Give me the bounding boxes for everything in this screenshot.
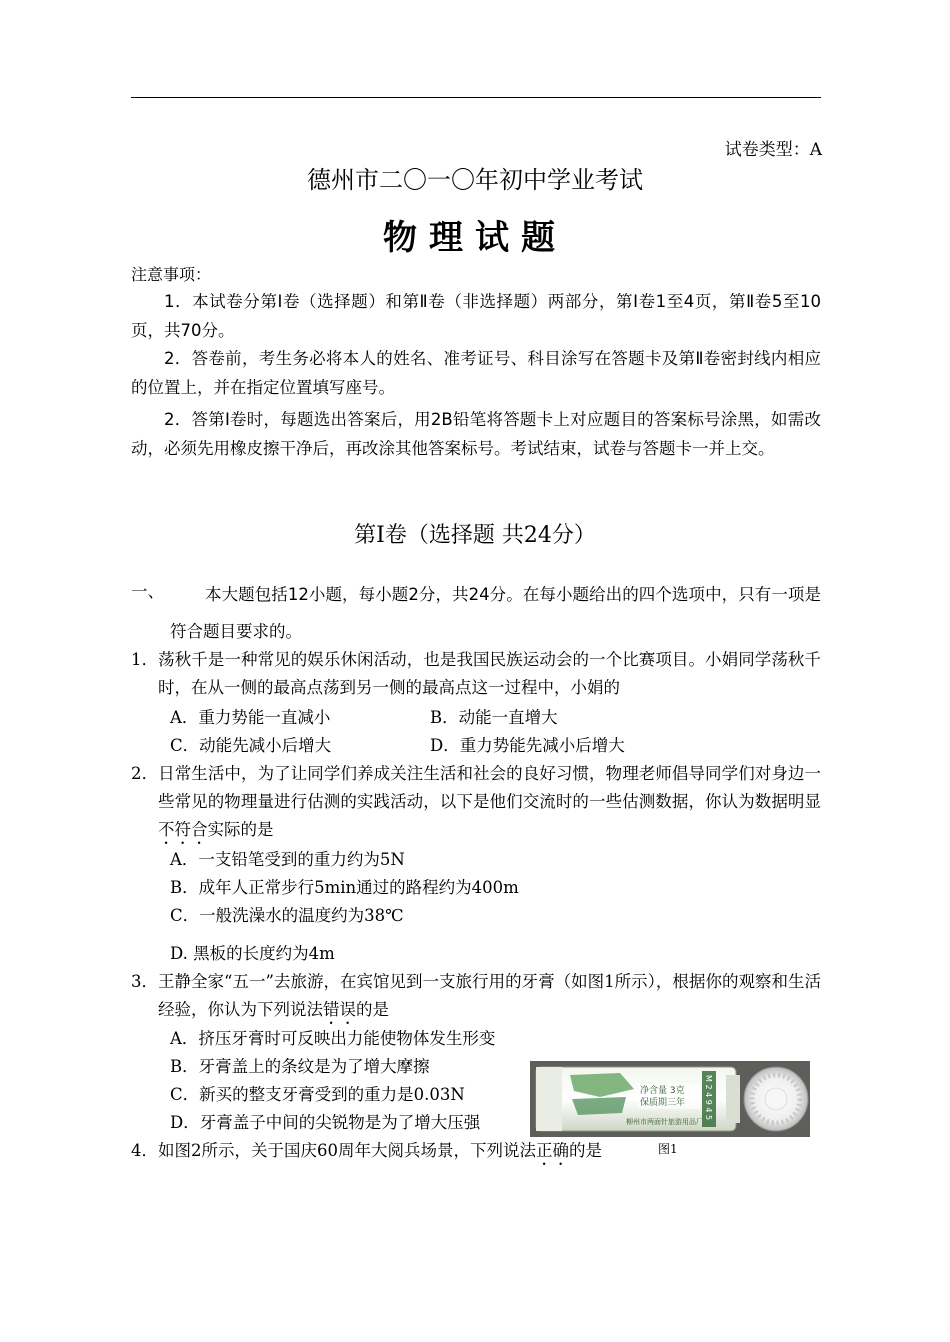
question-2-option-b: B．成年人正常步行5min通过的路程约为400m bbox=[170, 878, 519, 897]
question-1-option-a: A．重力势能一直减小 bbox=[170, 708, 331, 727]
question-4-stem-after: 的是 bbox=[569, 1141, 602, 1160]
tube-text-net-content: 净含量 3克 bbox=[640, 1086, 685, 1096]
section-title: 第Ⅰ卷（选择题 共24分） bbox=[354, 523, 596, 548]
question-3-option-b: B．牙膏盖上的条纹是为了增大摩擦 bbox=[170, 1057, 430, 1076]
page-title: 物理试题 bbox=[383, 218, 567, 258]
question-2-option-d: D. 黑板的长度约为4m bbox=[170, 944, 335, 963]
notice-item-1: 1．本试卷分第Ⅰ卷（选择题）和第Ⅱ卷（非选择题）两部分，第Ⅰ卷1至4页，第Ⅱ卷5至10页，共70分。 bbox=[131, 292, 821, 340]
part-number: 一、 bbox=[131, 582, 164, 601]
question-4-stem-emphasis: 正确 bbox=[536, 1141, 569, 1160]
question-3-stem-before: 3．王静全家“五一”去旅游，在宾馆见到一支旅行用的牙膏（如图1所示），根据你的观察和生活经验，你认为下列说法 bbox=[131, 972, 821, 1019]
top-rule bbox=[131, 97, 821, 98]
tube-text-shelf-life: 保质期三年 bbox=[640, 1098, 686, 1108]
question-3-stem bbox=[131, 968, 821, 1028]
question-1-option-d: D．重力势能先减小后增大 bbox=[430, 736, 625, 755]
figure-1-caption: 图1 bbox=[658, 1142, 678, 1156]
question-1-stem: 1．荡秋千是一种常见的娱乐休闲活动，也是我国民族运动会的一个比赛项目。小娟同学荡秋千时，在从一侧的最高点荡到另一侧的最高点这一过程中，小娟的 bbox=[131, 650, 821, 697]
question-2-option-a: A．一支铅笔受到的重力约为5N bbox=[170, 850, 405, 869]
notice-heading: 注意事项： bbox=[131, 265, 212, 284]
notice-item-3: 2．答第Ⅰ卷时，每题选出答案后，用2B铅笔将答题卡上对应题目的答案标号涂黑，如需改动，必须先用橡皮擦干净后，再改涂其他答案标号。考试结束，试卷与答题卡一并上交。 bbox=[131, 410, 821, 458]
tube-text-code: M 2 4 9 4 5 bbox=[704, 1075, 713, 1121]
question-2-stem-before: 2．日常生活中，为了让同学们养成关注生活和社会的良好习惯，物理老师倡导同学们对身边一些常见的物理量进行估测的实践活动，以下是他们交流时的一些估测数据，你认为数据明显 bbox=[131, 764, 821, 811]
question-1-option-c: C．动能先减小后增大 bbox=[170, 736, 332, 755]
question-3-stem-after: 的是 bbox=[356, 1000, 389, 1019]
question-2-option-c: C．一般洗澡水的温度约为38℃ bbox=[170, 906, 404, 925]
question-3-option-a: A．挤压牙膏时可反映出力能使物体发生形变 bbox=[170, 1029, 496, 1048]
question-3-stem-emphasis: 错误 bbox=[323, 1000, 356, 1019]
figure-1-toothpaste-photo bbox=[530, 1061, 810, 1137]
tube-text-manufacturer: 柳州市两面针旅游用品厂 bbox=[626, 1118, 703, 1126]
question-4-stem bbox=[131, 1137, 671, 1169]
question-2-stem-emphasis: 不符合 bbox=[158, 820, 208, 839]
question-3-option-c: C．新买的整支牙膏受到的重力是0.03N bbox=[170, 1085, 465, 1104]
exam-type-label: 试卷类型：A bbox=[724, 140, 822, 160]
exam-subtitle: 德州市二〇一〇年初中学业考试 bbox=[307, 166, 643, 194]
question-2-stem-after: 实际的是 bbox=[207, 820, 274, 839]
question-4-stem-before: 4．如图2所示，关于国庆60周年大阅兵场景，下列说法 bbox=[131, 1141, 536, 1160]
notice-item-2: 2．答卷前，考生务必将本人的姓名、准考证号、科目涂写在答题卡及第Ⅱ卷密封线内相应的位置上，并在指定位置填写座号。 bbox=[131, 349, 821, 397]
question-1-option-b: B．动能一直增大 bbox=[430, 708, 558, 727]
question-3-option-d: D．牙膏盖子中间的尖锐物是为了增大压强 bbox=[170, 1113, 481, 1132]
question-2-stem bbox=[131, 760, 821, 848]
part-instructions: 本大题包括12小题，每小题2分，共24分。在每小题给出的四个选项中，只有一项是符合题目要求的。 bbox=[170, 585, 821, 641]
